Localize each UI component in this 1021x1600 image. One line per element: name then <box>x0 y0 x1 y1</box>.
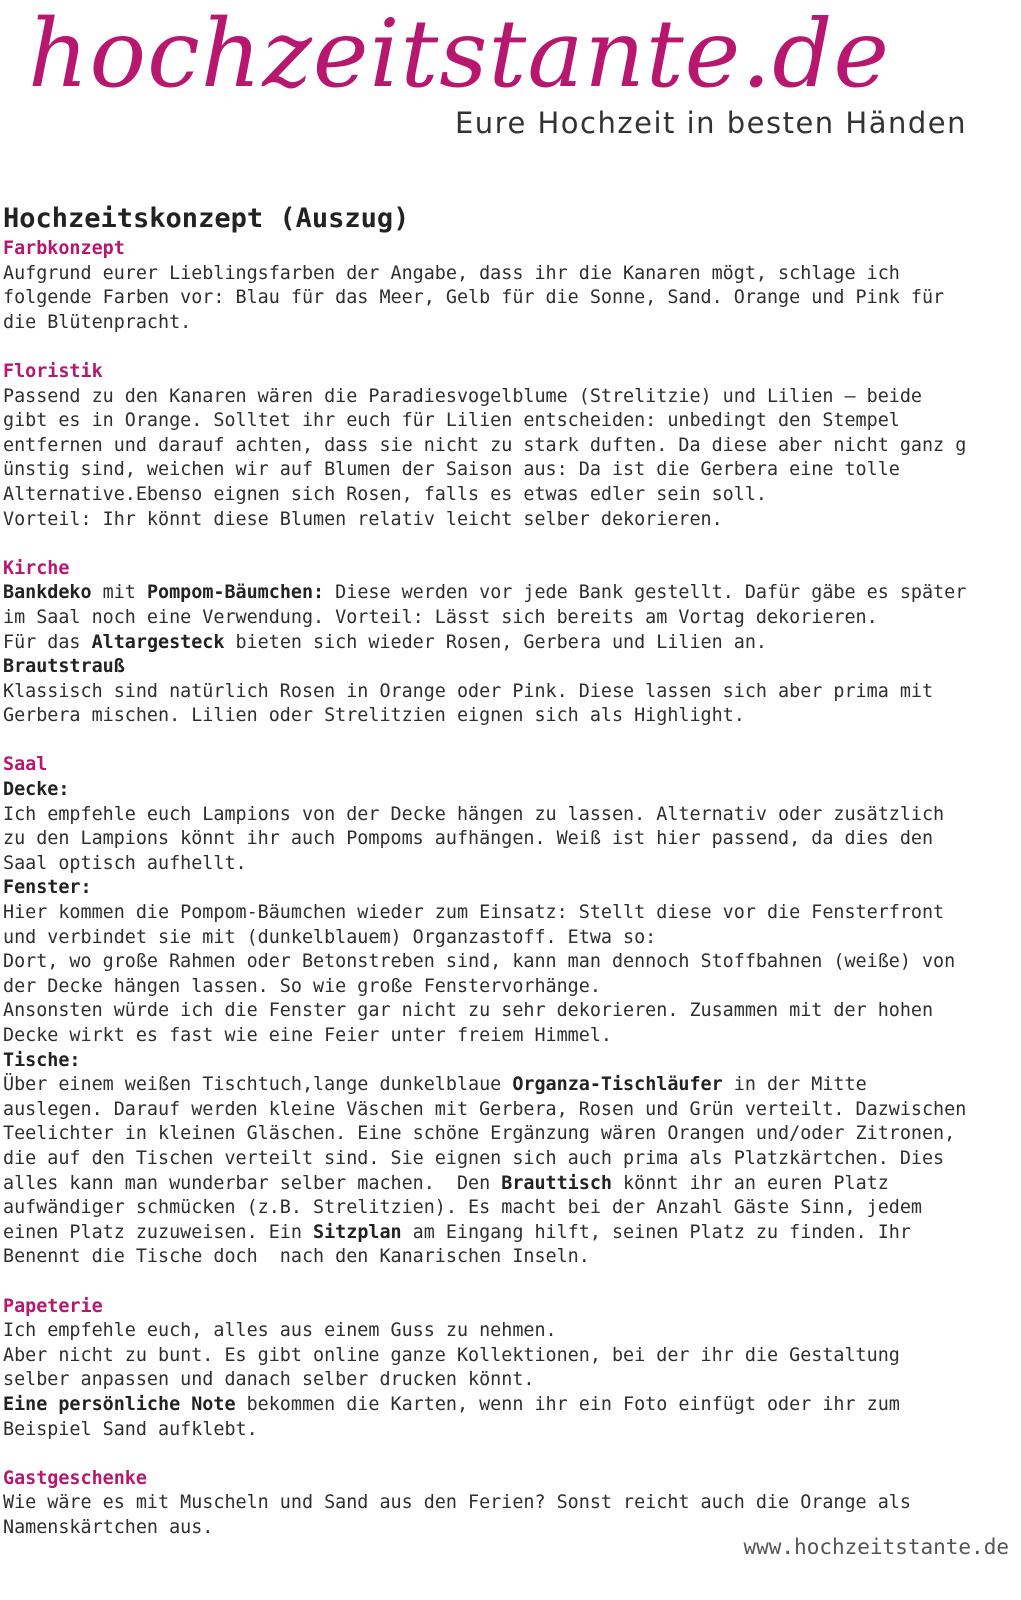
altargesteck-term: Altargesteck <box>91 631 225 653</box>
tagline: Eure Hochzeit in besten Händen <box>454 106 967 140</box>
kirche-connector: mit <box>91 582 147 604</box>
papeterie-text-2: bekommen die Karten, wenn ihr ein Foto einfügt oder ihr zum Beispiel Sand aufklebt. <box>3 1393 900 1440</box>
papeterie-text-1: Ich empfehle euch, alles aus einem Guss zu nehmen. Aber nicht zu bunt. Es gibt online ganze Kollektionen, bei der ihr die Gestaltung selber anpassen und danach selber drucken könnt. <box>3 1320 900 1391</box>
kirche-text <box>3 581 1015 655</box>
tische-text-e: könnt ihr an euren Platz aufwändiger schmücken (z.B. Strelitzien). Es macht bei der Anzahl Gäste Sinn, jedem einen Platz zuzuweisen. Ein <box>3 1172 922 1243</box>
tische-text <box>3 1073 1015 1270</box>
fenster-label: Fenster: <box>3 877 92 899</box>
kirche-text-2: bieten sich wieder Rosen, Gerbera und Lilien an. <box>224 631 767 653</box>
brauttisch-term: Brauttisch <box>501 1172 612 1194</box>
gastgeschenke-text: Wie wäre es mit Muscheln und Sand aus den Ferien? Sonst reicht auch die Orange als Namenskärtchen aus. <box>3 1492 911 1538</box>
page-title: Hochzeitskonzept (Auszug) <box>3 203 410 234</box>
section-heading-gastgeschenke: Gastgeschenke <box>3 1467 147 1489</box>
footer-url[interactable]: www.hochzeitstante.de <box>743 1535 1009 1559</box>
fenster-text: Hier kommen die Pompom-Bäumchen wieder zum Einsatz: Stellt diese vor die Fensterfront und verbindet sie mit (dunkelblauem) Organzastoff. Etwa so: Dort, wo große Rahmen oder Betonstreben sind, kann man dennoch Stoffbahnen (weiße) von der Decke hängen lassen. So wie große Fenstervorhänge. Ansonsten würde ich die Fenster gar nicht zu sehr dekorieren. Zusammen mit der hohen Decke wirkt es fast wie eine Feier unter freiem Himmel. <box>3 902 956 1046</box>
bankdeko-term: Bankdeko <box>3 582 92 604</box>
section-heading-saal: Saal <box>3 754 48 776</box>
pompom-term: Pompom-Bäumchen: <box>146 582 325 604</box>
farbkonzept-text: Aufgrund eurer Lieblingsfarben der Angabe, dass ihr die Kanaren mögt, schlage ich folgende Farben vor: Blau für das Meer, Gelb für die Sonne, Sand. Orange und Pink für die Blütenpracht. <box>3 262 945 333</box>
section-heading-papeterie: Papeterie <box>3 1295 103 1317</box>
tische-label: Tische: <box>3 1049 81 1071</box>
persoenliche-note-term: Eine persönliche Note <box>3 1393 236 1415</box>
section-heading-farbkonzept: Farbkonzept <box>3 238 125 259</box>
sitzplan-term: Sitzplan <box>313 1221 402 1243</box>
organza-term: Organza-Tischläufer <box>512 1074 723 1096</box>
tische-text-a: Über einem weißen Tischtuch,lange dunkelblaue <box>3 1074 513 1096</box>
section-heading-floristik: Floristik <box>3 360 103 382</box>
decke-text: Ich empfehle euch Lampions von der Decke hängen zu lassen. Alternativ oder zusätzlich zu den Lampions könnt ihr auch Pompoms aufhängen. Weiß ist hier passend, da dies den Saal optisch aufhellt. <box>3 803 945 874</box>
section-heading-kirche: Kirche <box>3 557 70 579</box>
papeterie-text <box>3 1319 1015 1442</box>
tische-text-c: in der Mitte auslegen. Darauf werden kleine Väschen mit Gerbera, Rosen und Grün verteilt. Dazwischen Teelichter in kleinen Gläschen. Eine schöne Ergänzung wären Orangen und/oder Zitronen, die auf den Tischen verteilt sind. Sie eignen sich auch prima als Platzkärtchen. Dies alles kann man wunderbar selber machen. Den <box>3 1074 967 1194</box>
tische-text-g: am Eingang hilft, seinen Platz zu finden. Ihr Benennt die Tische doch nach den Kanarischen Inseln. <box>3 1221 911 1268</box>
decke-label: Decke: <box>3 779 70 801</box>
logo: hochzeitstante.de <box>28 0 890 109</box>
kirche-text-1: Diese werden vor jede Bank gestellt. Dafür gäbe es später im Saal noch eine Verwendung. Vorteil: Lässt sich bereits am Vortag dekorieren. Für das <box>3 582 967 653</box>
brautstrauss-text: Klassisch sind natürlich Rosen in Orange oder Pink. Diese lassen sich aber prima mit Gerbera mischen. Lilien oder Strelitzien eignen sich als Highlight. <box>3 680 934 727</box>
brautstrauss-heading: Brautstrauß <box>3 656 125 678</box>
document-body <box>3 204 1015 1540</box>
floristik-text: Passend zu den Kanaren wären die Paradiesvogelblume (Strelitzie) und Lilien – beide gibt es in Orange. Solltet ihr euch für Lilien entscheiden: unbedingt den Stempel entfernen und darauf achten, dass sie nicht zu stark duften. Da diese aber nicht ganz g ünstig sind, weichen wir auf Blumen der Saison aus: Da ist die Gerbera eine tolle Alternative.Ebenso eignen sich Rosen, falls es etwas edler sein soll. Vorteil: Ihr könnt diese Blumen relativ leicht selber dekorieren. <box>3 385 967 530</box>
